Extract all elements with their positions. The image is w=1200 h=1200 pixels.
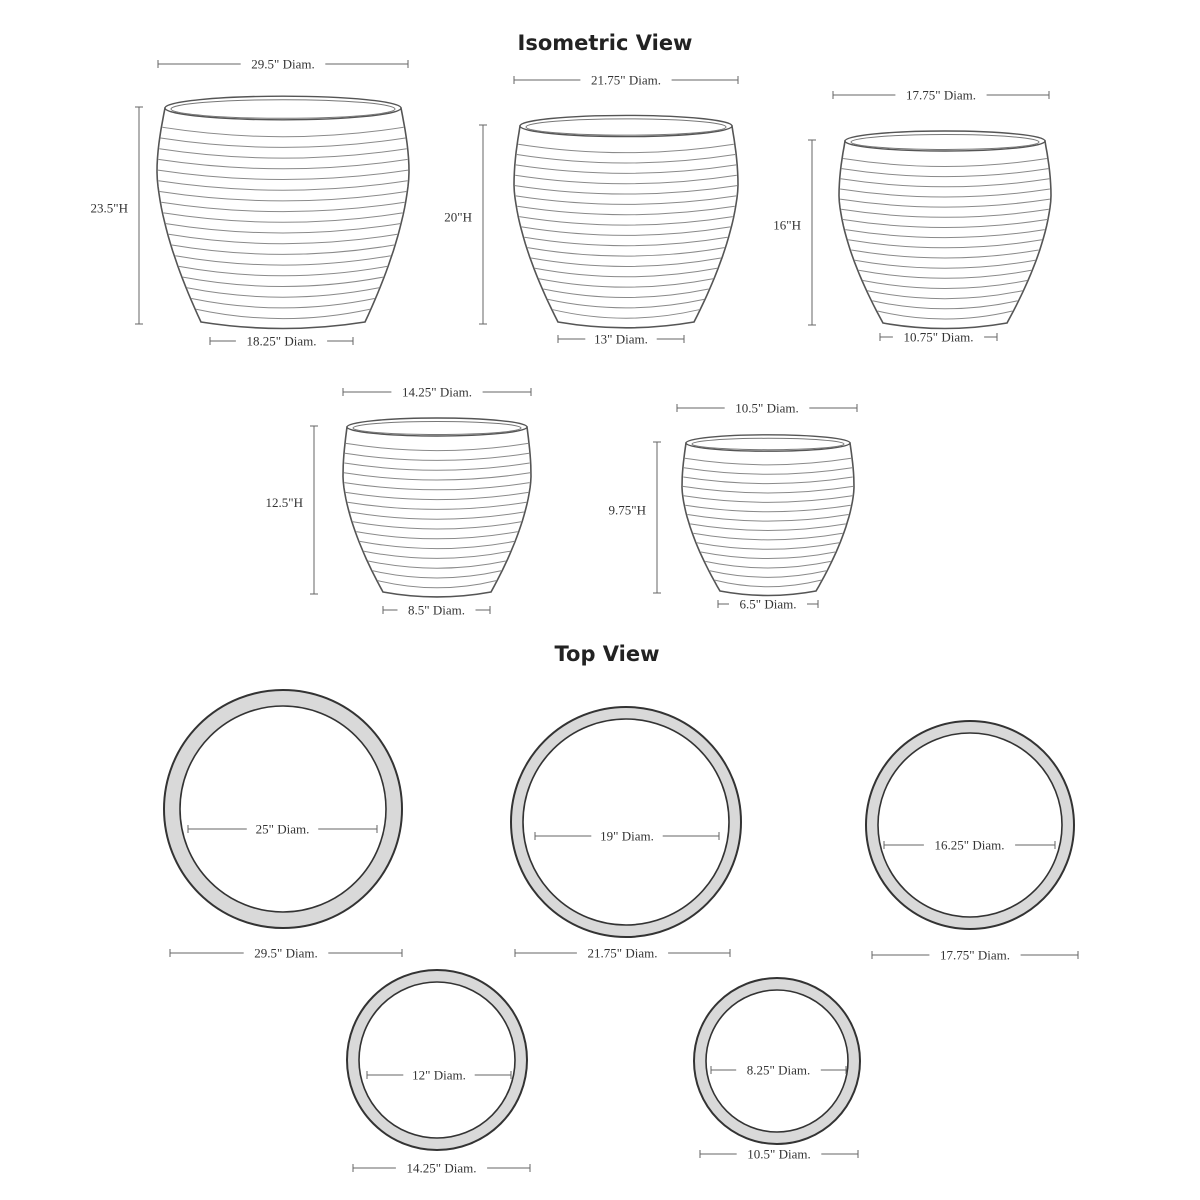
top-pot-1 <box>164 690 402 961</box>
outer-diameter-dimension-label: 17.75" Diam. <box>940 947 1010 963</box>
top-diameter-dimension <box>677 401 857 416</box>
pot-rim <box>686 435 850 451</box>
isometric-pot-5 <box>609 401 857 612</box>
top-diameter-dimension <box>514 73 738 88</box>
pot-opening <box>359 982 515 1138</box>
pot-opening <box>706 990 848 1132</box>
pot-rim <box>347 418 527 436</box>
top-view <box>164 690 1078 1176</box>
top-pot-3 <box>866 721 1078 963</box>
base-diameter-dimension <box>718 597 818 612</box>
top-diameter-dimension <box>158 57 408 72</box>
outer-diameter-dimension <box>353 1161 530 1176</box>
base-diameter-dimension-label: 18.25" Diam. <box>246 333 317 349</box>
inner-diameter-dimension-label: 19" Diam. <box>600 828 654 844</box>
top-diameter-dimension-label: 29.5" Diam. <box>251 56 315 72</box>
pot-body-outline <box>157 108 409 328</box>
top-pot-5 <box>694 978 860 1162</box>
top-diameter-dimension-label: 14.25" Diam. <box>402 384 472 400</box>
height-dimension-label: 23.5"H <box>90 200 128 216</box>
outer-diameter-dimension <box>700 1147 858 1162</box>
base-diameter-dimension-label: 8.5" Diam. <box>408 602 465 618</box>
base-diameter-dimension <box>558 332 684 347</box>
pot-opening <box>523 719 729 925</box>
pot-opening <box>180 706 386 912</box>
inner-diameter-dimension-label: 25" Diam. <box>255 821 310 837</box>
height-dimension <box>91 107 143 324</box>
top-diameter-dimension-label: 17.75" Diam. <box>906 87 976 103</box>
base-diameter-dimension <box>210 334 353 349</box>
base-diameter-dimension-label: 10.75" Diam. <box>903 329 974 345</box>
outer-diameter-dimension-label: 21.75" Diam. <box>587 945 658 961</box>
base-diameter-dimension <box>880 330 997 345</box>
base-diameter-dimension-label: 13" Diam. <box>594 331 648 347</box>
top-diameter-dimension <box>833 88 1049 103</box>
base-diameter-dimension <box>383 603 490 618</box>
height-dimension-label: 20"H <box>444 209 472 225</box>
height-dimension <box>444 125 487 324</box>
outer-diameter-dimension-label: 10.5" Diam. <box>747 1146 811 1162</box>
height-dimension-label: 12.5"H <box>265 495 303 510</box>
pot-body-outline <box>682 443 854 596</box>
height-dimension <box>773 140 816 325</box>
isometric-pot-3 <box>773 88 1051 345</box>
top-view-title: Top View <box>554 642 660 666</box>
outer-diameter-dimension <box>515 946 730 961</box>
height-dimension <box>266 426 318 594</box>
outer-diameter-dimension <box>170 946 402 961</box>
inner-diameter-dimension-label: 16.25" Diam. <box>934 837 1005 853</box>
isometric-pot-2 <box>444 73 738 347</box>
inner-diameter-dimension-label: 8.25" Diam. <box>746 1062 811 1078</box>
height-dimension-label: 9.75"H <box>608 502 646 518</box>
isometric-pot-1 <box>91 57 409 349</box>
top-pot-4 <box>347 970 530 1176</box>
top-diameter-dimension-label: 10.5" Diam. <box>735 400 799 416</box>
pot-opening <box>878 733 1062 917</box>
isometric-view <box>91 57 1051 618</box>
top-diameter-dimension-label: 21.75" Diam. <box>591 72 661 88</box>
outer-diameter-dimension <box>872 948 1078 963</box>
base-diameter-dimension-label: 6.5" Diam. <box>739 596 797 612</box>
pot-body-outline <box>343 427 531 597</box>
height-dimension-label: 16"H <box>773 217 801 233</box>
isometric-pot-4 <box>266 385 531 618</box>
inner-diameter-dimension-label: 12" Diam. <box>412 1067 466 1083</box>
top-diameter-dimension <box>343 385 531 400</box>
outer-diameter-dimension-label: 14.25" Diam. <box>406 1160 477 1176</box>
isometric-view-title: Isometric View <box>517 31 693 55</box>
outer-diameter-dimension-label: 29.5" Diam. <box>254 945 318 961</box>
pot-body-outline <box>839 141 1051 329</box>
top-pot-2 <box>511 707 741 961</box>
height-dimension <box>609 442 661 593</box>
